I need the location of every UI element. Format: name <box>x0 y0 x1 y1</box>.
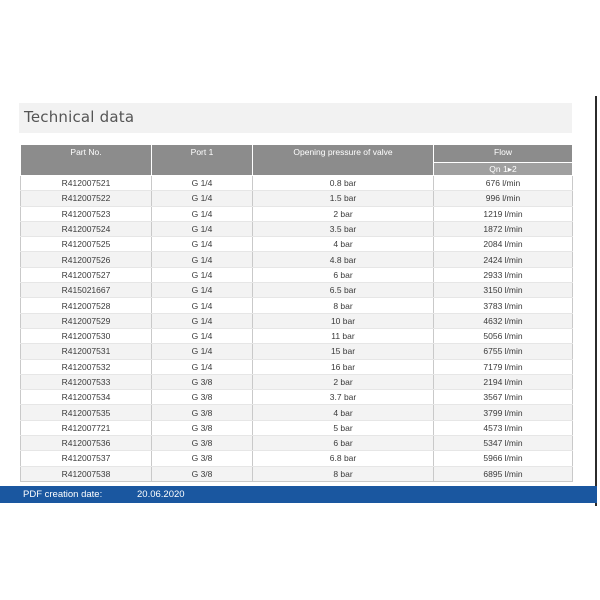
table-row <box>21 252 573 267</box>
cell-flow: 2194 l/min <box>434 374 573 389</box>
cell-port: G 1/4 <box>152 267 253 282</box>
cell-port: G 1/4 <box>152 221 253 236</box>
cell-port: G 1/4 <box>152 344 253 359</box>
cell-part-no: R412007528 <box>21 298 152 313</box>
cell-part-no: R412007529 <box>21 313 152 328</box>
pdf-creation-date-value: 20.06.2020 <box>137 489 185 500</box>
cell-port: G 3/8 <box>152 436 253 451</box>
cell-opening-pressure: 6 bar <box>253 436 434 451</box>
cell-opening-pressure: 16 bar <box>253 359 434 374</box>
table-row <box>21 420 573 435</box>
cell-part-no: R412007531 <box>21 344 152 359</box>
table-row <box>21 298 573 313</box>
table-row <box>21 176 573 191</box>
cell-opening-pressure: 6.5 bar <box>253 283 434 298</box>
table-row <box>21 390 573 405</box>
cell-flow: 2424 l/min <box>434 252 573 267</box>
cell-part-no: R412007522 <box>21 191 152 206</box>
table-body <box>21 176 573 482</box>
cell-opening-pressure: 1.5 bar <box>253 191 434 206</box>
table-row <box>21 267 573 282</box>
cell-part-no: R412007534 <box>21 390 152 405</box>
cell-part-no: R412007524 <box>21 221 152 236</box>
header-part-no: Part No. <box>21 145 152 176</box>
cell-opening-pressure: 15 bar <box>253 344 434 359</box>
cell-port: G 1/4 <box>152 206 253 221</box>
cell-opening-pressure: 6 bar <box>253 267 434 282</box>
cell-opening-pressure: 8 bar <box>253 466 434 481</box>
cell-part-no: R412007521 <box>21 176 152 191</box>
table-row <box>21 191 573 206</box>
cell-opening-pressure: 2 bar <box>253 374 434 389</box>
cell-part-no: R412007721 <box>21 420 152 435</box>
cell-part-no: R412007527 <box>21 267 152 282</box>
cell-port: G 3/8 <box>152 420 253 435</box>
table-row <box>21 206 573 221</box>
header-port: Port 1 <box>152 145 253 176</box>
cell-flow: 996 l/min <box>434 191 573 206</box>
cell-flow: 2084 l/min <box>434 237 573 252</box>
cell-part-no: R412007530 <box>21 328 152 343</box>
table-row <box>21 221 573 236</box>
table-row <box>21 328 573 343</box>
cell-opening-pressure: 6.8 bar <box>253 451 434 466</box>
cell-flow: 3799 l/min <box>434 405 573 420</box>
cell-flow: 4573 l/min <box>434 420 573 435</box>
cell-port: G 1/4 <box>152 176 253 191</box>
cell-part-no: R412007537 <box>21 451 152 466</box>
table-row <box>21 359 573 374</box>
table-row <box>21 451 573 466</box>
cell-opening-pressure: 4 bar <box>253 237 434 252</box>
table-row <box>21 405 573 420</box>
footer-bar <box>0 486 597 503</box>
section-title: Technical data <box>24 108 135 126</box>
cell-flow: 3150 l/min <box>434 283 573 298</box>
table-row <box>21 374 573 389</box>
cell-flow: 5056 l/min <box>434 328 573 343</box>
cell-part-no: R412007536 <box>21 436 152 451</box>
cell-opening-pressure: 5 bar <box>253 420 434 435</box>
cell-flow: 3567 l/min <box>434 390 573 405</box>
cell-flow: 1219 l/min <box>434 206 573 221</box>
table-row <box>21 344 573 359</box>
technical-data-table <box>20 144 573 482</box>
cell-part-no: R412007523 <box>21 206 152 221</box>
cell-part-no: R415021667 <box>21 283 152 298</box>
cell-flow: 5347 l/min <box>434 436 573 451</box>
cell-flow: 5966 l/min <box>434 451 573 466</box>
table-row <box>21 313 573 328</box>
cell-flow: 2933 l/min <box>434 267 573 282</box>
cell-flow: 3783 l/min <box>434 298 573 313</box>
cell-part-no: R412007525 <box>21 237 152 252</box>
cell-opening-pressure: 10 bar <box>253 313 434 328</box>
table-row <box>21 237 573 252</box>
cell-port: G 1/4 <box>152 283 253 298</box>
cell-port: G 3/8 <box>152 374 253 389</box>
cell-opening-pressure: 4.8 bar <box>253 252 434 267</box>
page-edge-divider <box>595 96 597 506</box>
cell-flow: 6895 l/min <box>434 466 573 481</box>
cell-opening-pressure: 3.7 bar <box>253 390 434 405</box>
table-row <box>21 436 573 451</box>
cell-port: G 1/4 <box>152 313 253 328</box>
cell-opening-pressure: 0.8 bar <box>253 176 434 191</box>
pdf-creation-date-label: PDF creation date: <box>23 489 103 500</box>
cell-port: G 1/4 <box>152 298 253 313</box>
cell-part-no: R412007526 <box>21 252 152 267</box>
cell-flow: 7179 l/min <box>434 359 573 374</box>
cell-port: G 1/4 <box>152 359 253 374</box>
cell-opening-pressure: 2 bar <box>253 206 434 221</box>
cell-flow: 676 l/min <box>434 176 573 191</box>
cell-opening-pressure: 3.5 bar <box>253 221 434 236</box>
cell-part-no: R412007538 <box>21 466 152 481</box>
cell-port: G 1/4 <box>152 328 253 343</box>
cell-opening-pressure: 4 bar <box>253 405 434 420</box>
cell-flow: 4632 l/min <box>434 313 573 328</box>
section-title-bar <box>19 103 572 133</box>
header-flow-sub: Qn 1▸2 <box>434 163 573 176</box>
cell-port: G 3/8 <box>152 390 253 405</box>
cell-port: G 1/4 <box>152 191 253 206</box>
cell-flow: 1872 l/min <box>434 221 573 236</box>
cell-opening-pressure: 8 bar <box>253 298 434 313</box>
header-flow: Flow <box>434 145 573 163</box>
cell-opening-pressure: 11 bar <box>253 328 434 343</box>
header-opening-pressure: Opening pressure of valve <box>253 145 434 176</box>
cell-part-no: R412007533 <box>21 374 152 389</box>
table-row <box>21 466 573 481</box>
cell-port: G 3/8 <box>152 451 253 466</box>
cell-port: G 1/4 <box>152 252 253 267</box>
table-row <box>21 283 573 298</box>
cell-port: G 3/8 <box>152 405 253 420</box>
cell-port: G 3/8 <box>152 466 253 481</box>
cell-part-no: R412007535 <box>21 405 152 420</box>
cell-port: G 1/4 <box>152 237 253 252</box>
cell-flow: 6755 l/min <box>434 344 573 359</box>
cell-part-no: R412007532 <box>21 359 152 374</box>
